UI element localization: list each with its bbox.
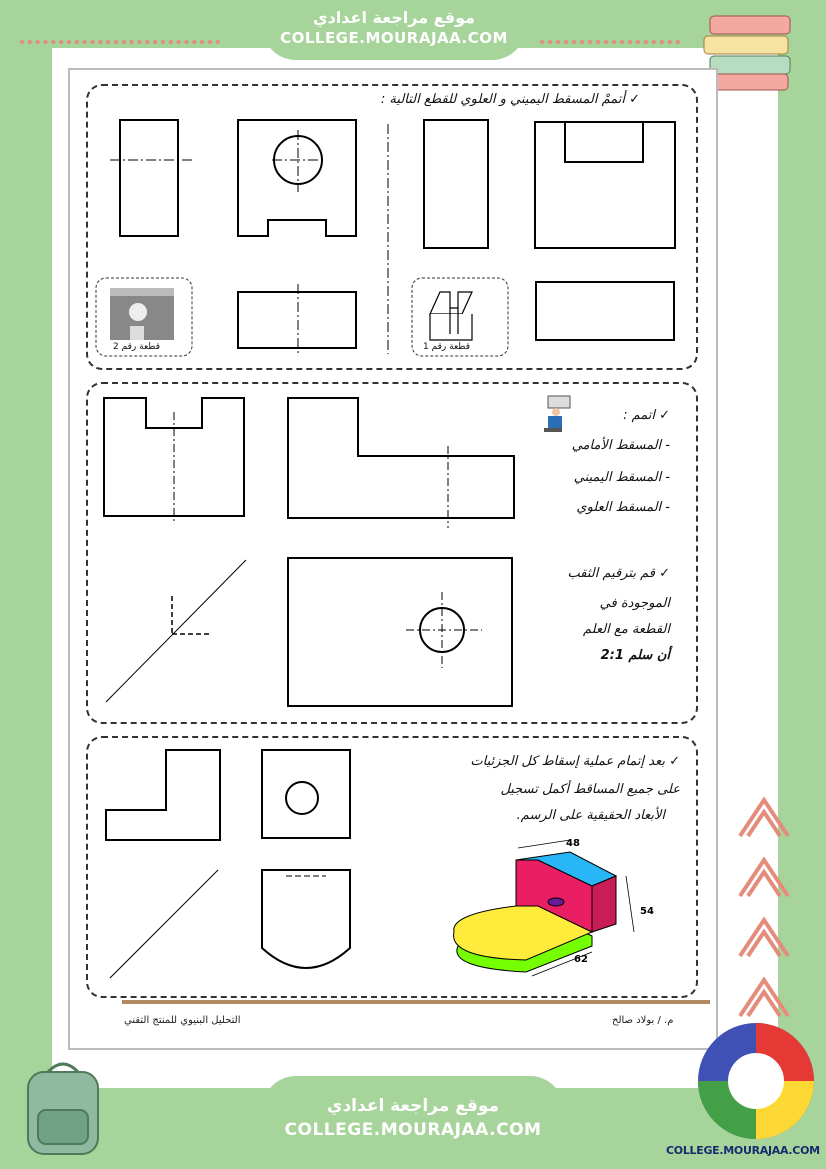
section3-line: الأبعاد الحقيقية على الرسم. bbox=[516, 808, 665, 823]
footer-rule bbox=[122, 1000, 710, 1004]
section3-line: على جميع المساقط أكمل تسجيل bbox=[500, 782, 680, 797]
decorative-dots bbox=[540, 40, 680, 50]
footer-site-url[interactable]: COLLEGE.MOURAJAA.COM bbox=[284, 1120, 542, 1140]
task2-line: الموجودة في bbox=[599, 596, 670, 611]
part1-label: قطعة رقم 1 bbox=[423, 342, 470, 352]
footer-banner bbox=[262, 1076, 564, 1169]
site-watermark: COLLEGE.MOURAJAA.COM bbox=[666, 1144, 820, 1157]
footer-site-name: موقع مراجعة اعدادي bbox=[326, 1096, 500, 1116]
section1-drawings bbox=[86, 84, 694, 366]
task2-line: أن سلم 2:1 bbox=[600, 648, 670, 663]
section2-drawings bbox=[86, 382, 694, 720]
header-site-name: موقع مراجعة اعدادي bbox=[312, 8, 476, 27]
section3-drawings bbox=[86, 736, 694, 994]
chevron-up-icon bbox=[736, 796, 792, 1026]
section3-line: ✓ بعد إتمام عملية إسقاط كل الجزئيات bbox=[470, 754, 680, 769]
author-name: م. / بولاد صالح bbox=[612, 1015, 674, 1026]
subject-title: التحليل البنيوي للمنتج التقني bbox=[124, 1015, 241, 1026]
part2-label: قطعة رقم 2 bbox=[113, 342, 160, 352]
section1-instruction: ✓ أتممْ المسقط اليميني و العلوي للقطع التالية : bbox=[380, 92, 640, 107]
header-site-url[interactable]: COLLEGE.MOURAJAA.COM bbox=[280, 29, 508, 47]
dim-right: 54 bbox=[640, 906, 654, 917]
task1-item: - المسقط اليميني bbox=[573, 470, 670, 485]
header-banner bbox=[262, 0, 526, 60]
task1-title: ✓ اتمم : bbox=[623, 408, 670, 423]
task2-line: القطعة مع العلم bbox=[582, 622, 670, 637]
task2-line: ✓ قم بترقيم الثقب bbox=[567, 566, 670, 581]
task1-item: - المسقط العلوي bbox=[576, 500, 670, 515]
task1-item: - المسقط الأمامي bbox=[571, 438, 670, 453]
dim-bottom: 62 bbox=[574, 954, 588, 965]
dim-top: 48 bbox=[566, 838, 580, 849]
decorative-dots bbox=[20, 40, 220, 50]
backpack-icon bbox=[14, 1056, 114, 1156]
logo-icon bbox=[694, 1022, 818, 1140]
